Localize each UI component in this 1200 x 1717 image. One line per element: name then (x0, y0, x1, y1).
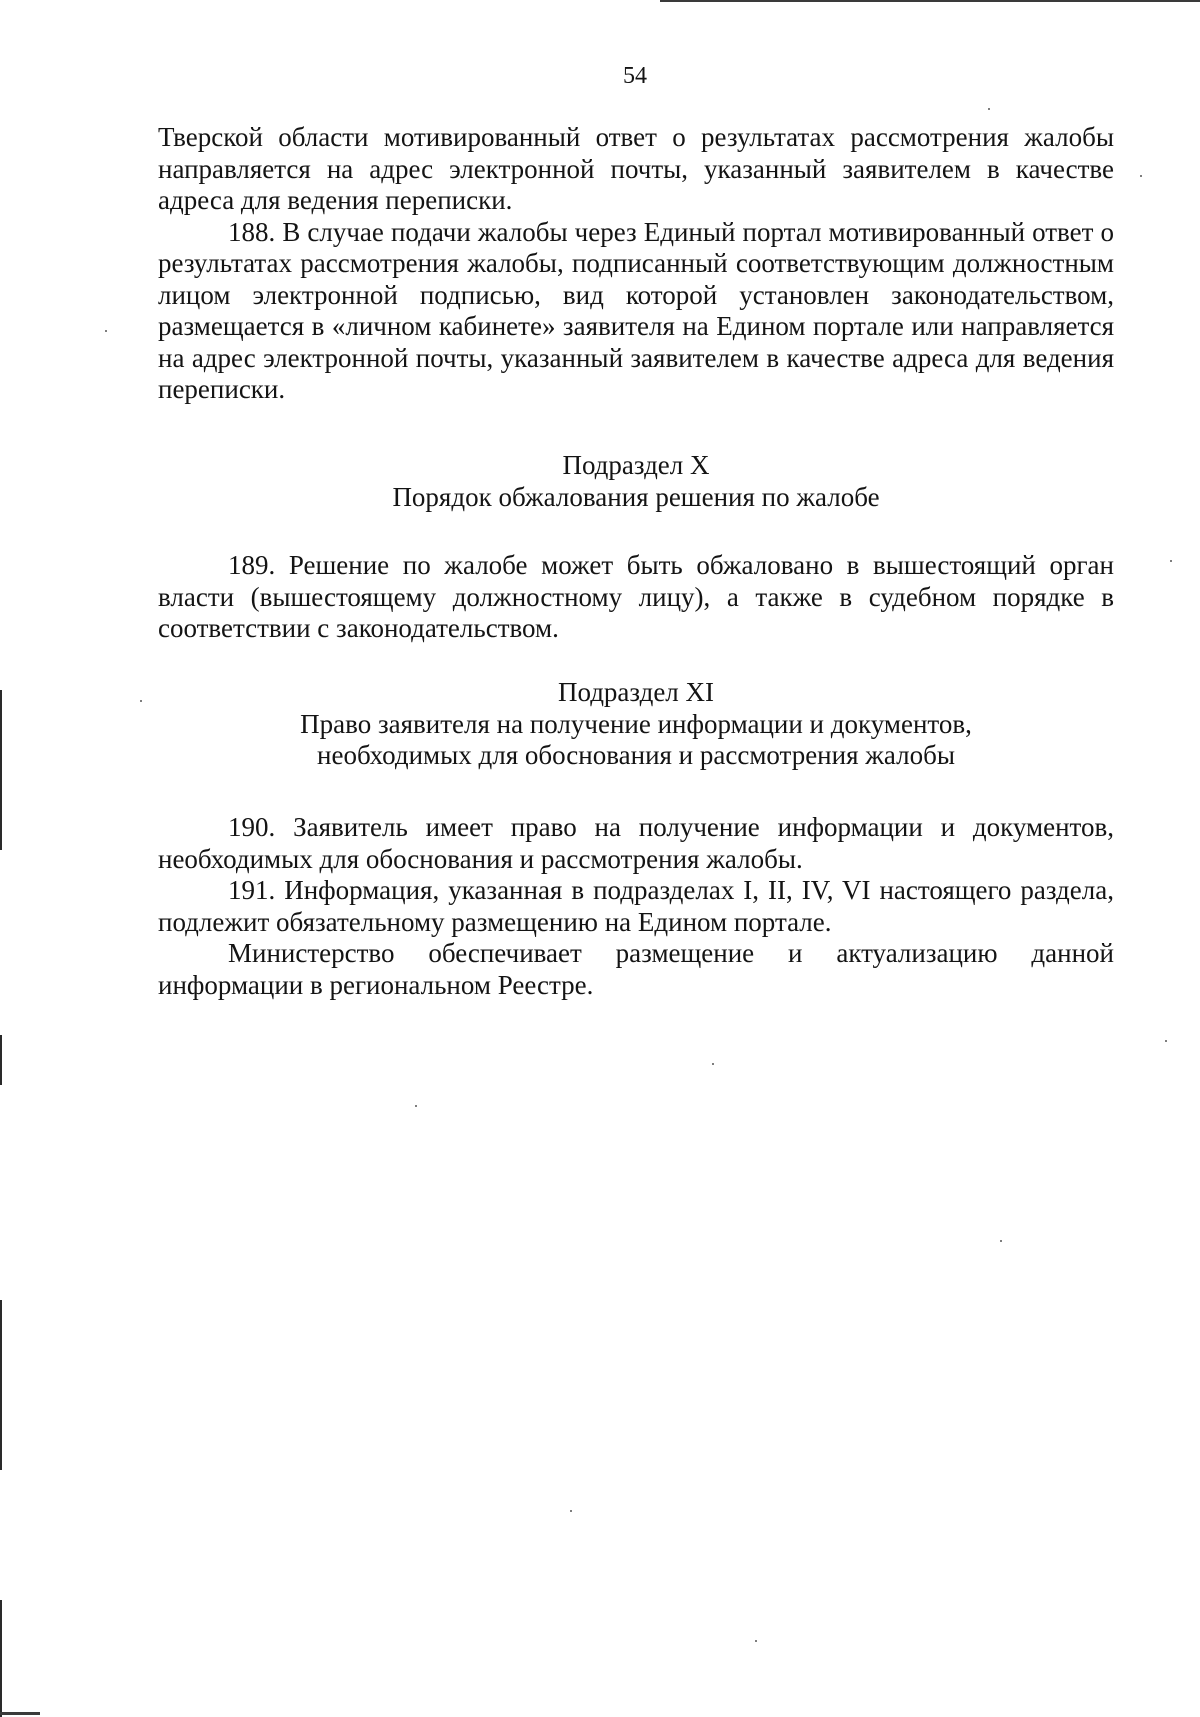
subsection-x-subtitle: Порядок обжалования решения по жалобе (392, 481, 880, 512)
scan-speck (712, 1063, 714, 1065)
scan-edge-mark (0, 690, 2, 850)
subsection-xi-body (158, 812, 1114, 1001)
scan-speck (1000, 1240, 1002, 1242)
scan-speck (570, 1510, 572, 1512)
paragraph-189: 189. Решение по жалобе может быть обжаловано в вышестоящий орган власти (вышестоящему должностному лицу), а также в судебном порядке в соответствии с законодательством. (158, 550, 1114, 643)
scan-edge-mark (0, 1300, 2, 1470)
subsection-xi-subtitle-line2: необходимых для обоснования и рассмотрения жалобы (317, 740, 955, 770)
scan-speck (1165, 1040, 1167, 1042)
paragraph-189-block (158, 550, 1114, 645)
scan-speck (1140, 175, 1142, 177)
paragraph-190: 190. Заявитель имеет право на получение информации и документов, необходимых для обоснования и рассмотрения жалобы. (158, 812, 1114, 874)
page-number: 54 (623, 63, 647, 89)
paragraph-188: 188. В случае подачи жалобы через Единый портал мотивированный ответ о результатах рассмотрения жалобы, подписанный соответствующим должностным лицом электронной подписью, вид которой установлен законодательством, размещается в «личном кабинете» заявителя на Едином портале или направляется на адрес электронной почты, указанный заявителем в качестве адреса для ведения переписки. (158, 216, 1114, 404)
subsection-x-title: Подраздел X (562, 450, 710, 480)
scan-edge-line (0, 1712, 40, 1715)
paragraph-continuation: Тверской области мотивированный ответ о результатах рассмотрения жалобы направляется на адрес электронной почты, указанный заявителем в качестве адреса для ведения переписки. (158, 122, 1114, 215)
subsection-xi (158, 677, 1114, 772)
scan-edge-mark (0, 1600, 2, 1717)
subsection-xi-title: Подраздел XI (557, 677, 715, 707)
subsection-x (158, 450, 1114, 513)
scan-edge-mark (0, 1035, 2, 1085)
scan-speck (415, 1105, 417, 1107)
scan-speck (1170, 560, 1172, 562)
paragraph-191: 191. Информация, указанная в подразделах I, II, IV, VI настоящего раздела, подлежит обязательному размещению на Едином портале. (158, 875, 1114, 937)
scan-edge-line (660, 0, 1200, 2)
scan-speck (988, 108, 990, 110)
scan-speck (755, 1640, 757, 1642)
paragraph-ministry: Министерство обеспечивает размещение и актуализацию данной информации в региональном Реестре. (158, 938, 1114, 1000)
text-block-1 (158, 122, 1114, 406)
scan-speck (140, 700, 142, 702)
subsection-xi-subtitle-line1: Право заявителя на получение информации и документов, (300, 708, 972, 739)
scan-speck (105, 330, 107, 332)
